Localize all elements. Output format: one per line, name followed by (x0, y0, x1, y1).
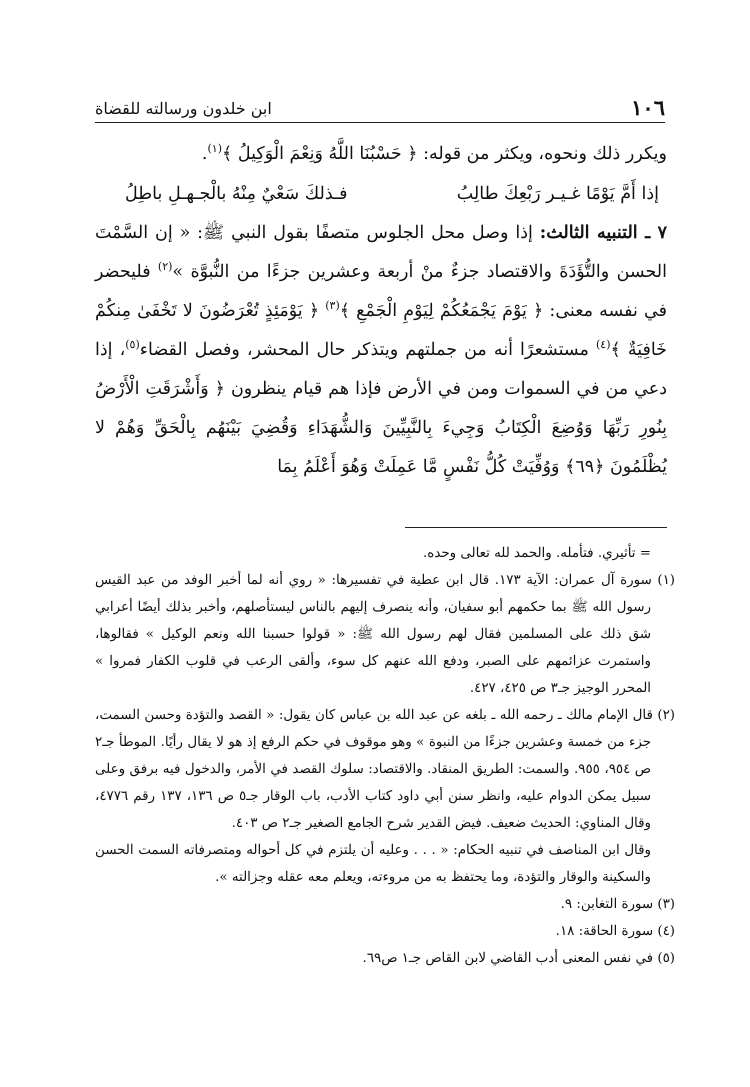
footnote-4: (٤) سورة الحاقة: ١٨. (555, 924, 675, 939)
footnote-separator (405, 527, 667, 528)
paragraph-7-part-a: إذا وصل محل الجلوس متصفًا بقول النبي ﷺ: « إن السَّمْتَ الحسن والتُّؤَدَةَ والاقتصاد جزءٌ منْ أربعة وعشرين جزءًا من النُّبوَّة » (95, 223, 667, 282)
running-title: ابن خلدون ورسالته للقضاة (95, 99, 272, 118)
footnote-2: (٢) قال الإمام مالك ـ رحمه الله ـ بلغه عن عبد الله بن عباس كان يقول: « القصد والتؤدة وحسن السمت، جزء من خمسة وعشرين جزءًا من النبوة » وهو موقوف في حكم الرفع إذ هو لا يقال رأيًا. الموطأ جـ٢ ص ٩٥٤، ٩٥٥. والسمت: الطريق المنقاد. والاقتصاد: سلوك القصد في الأمر، والدخول فيه برفق وعلى سبيل يمكن الدوام عليه، وانظر سنن أبي داود كتاب الأدب، باب الوقار جـ٥ ص ١٣٦، ١٣٧ رقم ٤٧٧٦، وقال المناوي: الحديث ضعيف. فيض القدير شرح الجامع الصغير جـ٢ ص ٤٠٣. (95, 708, 675, 831)
footnote-ref-1: (١) (207, 142, 223, 156)
footnote-5: (٥) في نفس المعنى أدب القاضي لابن القاص جـ١ ص٦٩. (362, 951, 675, 966)
paragraph-7 (95, 214, 667, 487)
footnote-3: (٣) سورة التغابن: ٩. (560, 897, 675, 912)
paragraph-7-part-c: ﴿ يَوْمَئِذٍ تُعْرَضُونَ لا تَخْفَىٰ مِنكُمْ خَافِيَةٌ ﴾ (95, 301, 668, 360)
paragraph-7-part-d: مستشعرًا أنه من جملتهم ويتذكر حال المحشر، وفصل القضاء (139, 340, 596, 360)
footnotes (95, 540, 675, 972)
verse-first-hemistich: إذا أَمَّ يَوْمًا غـيـر رَبْعِكَ طالِبُ (456, 184, 659, 204)
footnote-1: (١) سورة آل عمران: الآية ١٧٣. قال ابن عطية في تفسيرها: « روي أنه لما أخبر الوفد من عبد القيس رسول الله ﷺ بما حكمهم أبو سفيان، وأنه ينصرف إليهم بالناس ليستأصلهم، وأخبر بذلك أيضًا أعرابي شق ذلك على المسلمين فقال لهم رسول الله ﷺ: « قولوا حسبنا الله ونعم الوكيل » فقالوها، واستمرت عزائمهم على الصبر، ودفع الله عنهم كل سوء، وألقى الرعب في قلوب الكفار فمروا » المحرر الوجيز جـ٣ ص ٤٢٥، ٤٢٧. (95, 573, 675, 696)
footnote-ref-5: (٥) (125, 338, 140, 352)
verse-second-hemistich: فـذلكَ سَعْيٌ مِنْهُ بالْجـهـلِ باطِلُ (125, 184, 348, 204)
line-end: . (201, 144, 208, 164)
quran-quote-hasbuna: ويكرر ذلك ونحوه، ويكثر من قوله: ﴿ حَسْبُنَا اللَّهُ وَنِعْمَ الْوَكِيلُ ﴾ (222, 144, 667, 164)
main-line-1 (95, 135, 667, 174)
page-number: ١٠٦ (631, 95, 665, 120)
section-heading: ٧ ـ التنبيه الثالث: (539, 223, 668, 243)
footnote-ref-2: (٢) (157, 260, 173, 274)
poem-verse (95, 174, 667, 214)
paragraph-7-part-e: ، إذا دعي من في السموات ومن في الأرض فإذا هم قيام ينظرون ﴿ وَأَشْرَقَتِ الْأَرْضُ بِنُورِ رَبِّهَا وَوُضِعَ الْكِتَابُ وَجِيءَ بِالنَّبِيِّينَ وَالشُّهَدَاءِ وَقُضِيَ بَيْنَهُم بِالْحَقِّ وَهُمْ لا يُظْلَمُونَ ﴿٦٩﴾ وَوُفِّيَتْ كُلُّ نَفْسٍ مَّا عَمِلَتْ وَهُوَ أَعْلَمُ بِمَا (95, 340, 667, 477)
footnote-ref-4: (٤) (595, 338, 611, 352)
main-text (95, 135, 667, 487)
footnote-ref-3: (٣) (325, 299, 340, 313)
paragraph-7-part-b: فليحضر في نفسه معنى: ﴿ يَوْمَ يَجْمَعُكُمْ لِيَوْمِ الْجَمْعِ ﴾ (95, 262, 668, 321)
footnote-continuation: = تأثيري. فتأمله. والحمد لله تعالى وحده. (423, 546, 651, 561)
footnote-2-addendum: وقال ابن المناصف في تنبيه الحكام: « . . . وعليه أن يلتزم في كل أحواله ومتصرفاته السمت الحسن والسكينة والوقار والتؤدة، وما يحتفظ به من مروءته، ويعلم معه عقله وجزالته ». (95, 843, 651, 885)
page-header (95, 92, 665, 123)
